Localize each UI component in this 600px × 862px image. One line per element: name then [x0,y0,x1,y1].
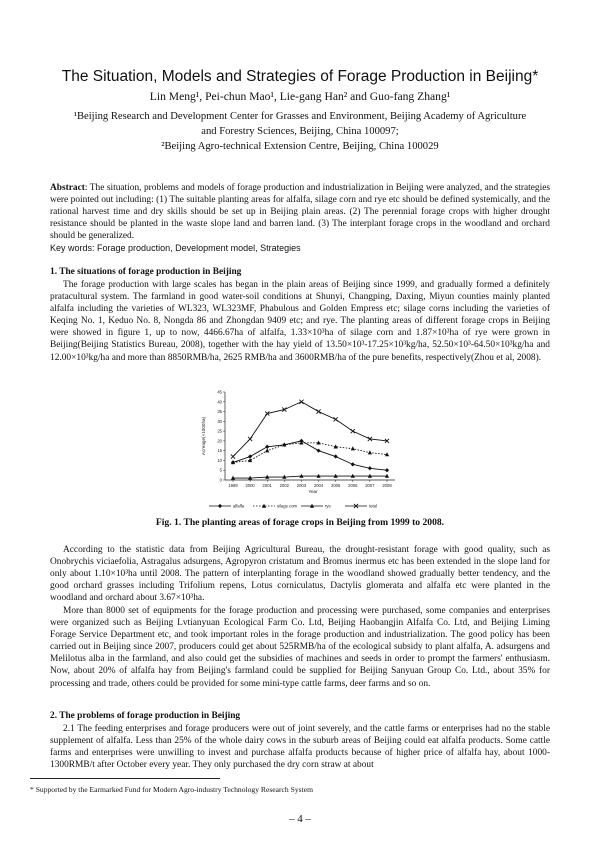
page-number: – 4 – [289,813,311,825]
footnote-rule [30,778,220,779]
point-silage-corn [265,448,269,452]
y-tick-label: 20 [217,438,222,444]
series-line-total [233,402,387,457]
x-axis-label: Year [308,489,318,494]
y-tick-label: 35 [217,409,222,415]
point-alfalfa [368,466,372,470]
y-tick-label: 30 [217,418,222,424]
section-1-paragraph-1: The forage production with large scales has began in the plain areas of Beijing since 1999, and gradually formed a definitely pratacultural system. The farmland in good water-soil conditions at Shunyi, Changping, Daxing, Miyun counties mainly planted alfalfa including the varieties of WL323, WL323MF, Phabulous and Golden Empress etc; silage corns including the varieties of Keqing No. 1, Keduo No. 8, Nongda 86 and Zhongdan 9409 etc; and rye. The planting areas of different forage crops in Beijing were showed in figure 1, up to now, 4466.67ha of alfalfa, 1.33×10³ha of silage corn and 1.87×10³ha of rye were grown in Beijing(Beijing Statistics Bureau, 2008), together with the hay yield of 13.50×10³-17.25×10³kg/ha, 52.50×10³-64.50×10³kg/ha and 12.00×10³kg/ha and more than 8850RMB/ha, 2625 RMB/ha and 3600RMB/ha of the pure benefits, respectively(Zhou et al, 2008). [50,280,550,363]
section-1-heading: 1. The situations of forage production in Beijing [50,267,242,277]
x-tick-label: 1999 [228,483,238,488]
point-total [334,417,338,421]
point-silage-corn [368,450,372,454]
figure-caption: Fig. 1. The planting areas of forage crops in Beijing from 1999 to 2008. [155,517,445,528]
legend-label-total: total [369,503,377,509]
abstract-text: : The situation, problems and models of forage production and industrialization in Beijing were analyzed, and the strategies were pointed out including: (1) The suitable planting areas for alfalfa, silage corn and rye etc should be defined systemically, and the rational harvest time and dry skills should be set up in Beijing plain areas. (2) The perennial forage crops with higher drought resistance should be planted in the waste slope land and barren land. (3) The interplant forage crops in the woodland and orchard should be generalized. [50,183,550,242]
point-alfalfa [265,445,269,449]
series-line-rye [233,476,387,478]
keywords-text: : Forage production, Development model, Strategies [92,243,301,254]
x-tick-label: 2004 [313,483,324,488]
point-alfalfa [385,468,389,472]
point-total [299,400,303,404]
abstract-label: Abstract [50,183,85,193]
paper-authors: Lin Meng¹, Pei-chun Mao¹, Lie-gang Han² and Guo-fang Zhang¹ [149,90,451,103]
point-silage-corn [351,446,355,450]
legend-marker-alfalfa [218,504,222,508]
point-alfalfa [334,454,338,458]
section-2-heading: 2. The problems of forage production in Beijing [50,711,241,721]
x-tick-label: 2005 [331,483,341,488]
affiliation-2: ²Beijing Agro-technical Extension Centre, Beijing, China 100029 [161,141,439,152]
affiliation-1-line-2: and Forestry Sciences, Beijing, China 100097; [201,126,399,137]
y-tick-label: 5 [219,467,222,473]
y-tick-label: 15 [217,448,222,454]
point-total [351,429,355,433]
section-2-paragraph-1: 2.1 The feeding enterprises and forage producers were out of joint severely, and the cattle farms or enterprises had no the stable supplement of alfalfa. Less than 25% of the whole dairy cows in the suburb areas of Beijing could eat alfalfa products. Some cattle farms and enterprises were unwilling to invest and purchase alfalfa products because of higher price of alfalfa hay, about 1000-1300RMB/t after October every year. They only purchased the dry corn straw at about [50,724,550,771]
forage-area-chart [195,388,410,511]
legend-label-alfalfa: alfalfa [233,503,245,509]
point-alfalfa [316,449,320,453]
y-tick-label: 40 [217,399,222,405]
x-tick-label: 2003 [296,483,307,488]
y-tick-label: 10 [217,457,222,463]
x-tick-label: 2006 [348,483,358,488]
y-tick-label: 25 [217,428,222,434]
affiliation-1-line-1: ¹Beijing Research and Development Center for Grasses and Environment, Beijing Academy of Agriculture [73,111,527,122]
x-tick-label: 2002 [279,483,289,488]
x-tick-label: 2007 [365,483,375,488]
point-total [231,454,235,458]
legend-label-rye: rye [325,503,331,509]
x-tick-label: 2000 [245,483,255,488]
x-tick-label: 2001 [262,483,272,488]
keywords-label: Key words [50,243,93,254]
y-tick-label: 0 [219,477,222,483]
footnote: * Supported by the Earmarked Fund for Modern Agro-industry Technology Research System [30,785,313,794]
legend-label-silage-corn: silage corn [277,503,298,509]
y-axis-label: Acreage(×1000ha) [201,416,206,456]
point-total [248,437,252,441]
section-1-paragraph-2: According to the statistic data from Beijing Agricultural Bureau, the drought-resistant forage with good quality, such as Onobrychis viciaefolia, Astragalus adsurgens, Agropyron cristatum and Bromus inermus etc has been extended in the slope land for only about 1.10×10³ha until 2008. The pattern of interplanting forage in the woodland showed gradually better tendency, and the good orchard grasses including Trifolium repens, Lotus corniculatus, Dactylis glomerata and alfalfa etc were planted in the woodland and orchard about 3.67×10³ha. [50,545,550,604]
x-tick-label: 2008 [382,483,392,488]
paper-title: The Situation, Models and Strategies of Forage Production in Beijing* [61,68,539,85]
abstract [50,182,550,256]
section-1-paragraph-3: More than 8000 set of equipments for the forage production and processing were purchased, some companies and enterprises were organized such as Beijing Lvtianyuan Ecological Farm Co. Ltd, Beijing Haobangjin Alfalfa Co. Ltd, and Beijing Liming Forage Service Department etc, and took important roles in the forage production and industrialization. The good policy has been carried out in Beijing since 2007, producers could get about 525RMB/ha of the ecological subsidy to plant alfalfa, A. adsurgens and Melilotus alba in the farmland, and also could get the subsidies of machines and seeds in order to prompt the farmers' enthusiasm. Now, about 20% of alfalfa hay from Beijing's farmland could be supplied for Beijing Sanyuan Group Co. Ltd., about 35% for processing and trade, others could be provided for some mini-type cattle farms, deer farms and so on. [50,606,550,689]
point-alfalfa [248,454,252,458]
y-tick-label: 45 [217,389,222,395]
series-line-alfalfa [233,441,387,470]
point-total [316,409,320,413]
point-alfalfa [351,462,355,466]
